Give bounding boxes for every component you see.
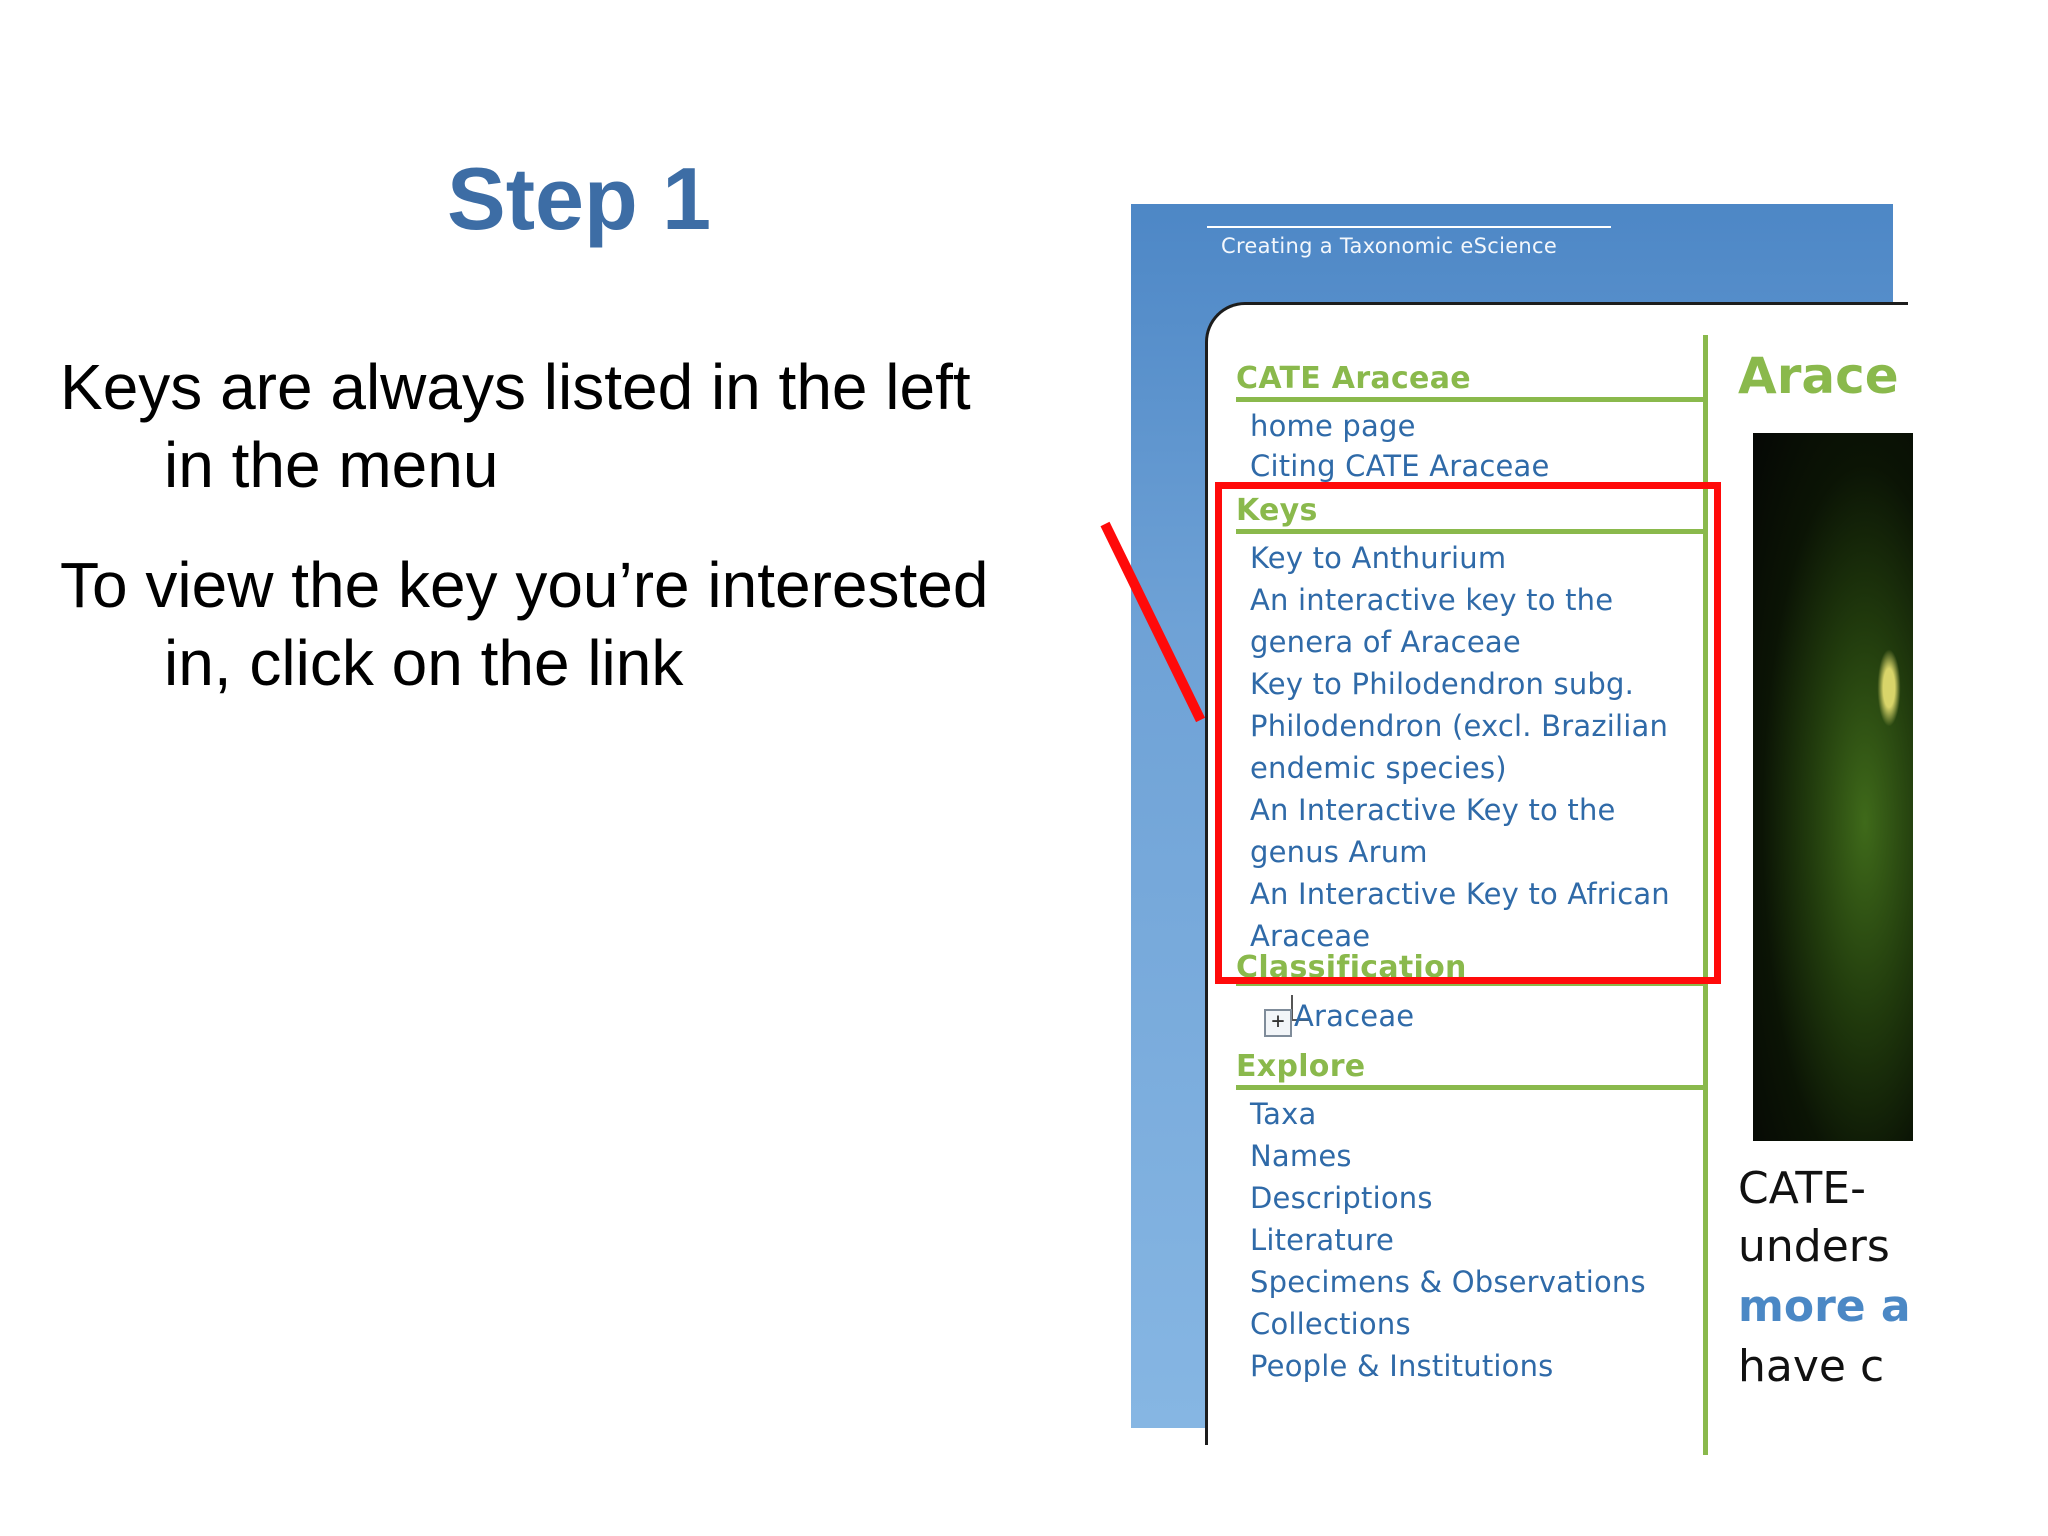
menu-link-people[interactable]: People & Institutions — [1250, 1349, 1554, 1383]
menu-link-key-arum-line2[interactable]: genus Arum — [1250, 835, 1428, 869]
menu-link-taxa[interactable]: Taxa — [1250, 1097, 1317, 1131]
bullet-click-link — [60, 546, 1100, 702]
content-text-line-2: unders — [1738, 1221, 1890, 1272]
tree-expand-icon[interactable]: + — [1264, 1009, 1292, 1037]
content-text-line-3: have c — [1738, 1341, 1885, 1392]
bullet-1-line-1: Keys are always listed in the left — [60, 351, 971, 423]
menu-link-literature[interactable]: Literature — [1250, 1223, 1394, 1257]
menu-heading-classification: Classification — [1236, 950, 1708, 986]
menu-heading-cate: CATE Araceae — [1236, 361, 1708, 402]
menu-link-collections[interactable]: Collections — [1250, 1307, 1411, 1341]
menu-link-specimens[interactable]: Specimens & Observations — [1250, 1265, 1646, 1299]
menu-link-key-philodendron-line2[interactable]: Philodendron (excl. Brazilian — [1250, 709, 1669, 743]
content-more-link[interactable]: more a — [1738, 1281, 1911, 1332]
menu-link-citing[interactable]: Citing CATE Araceae — [1250, 449, 1550, 483]
keys-highlight-box — [1215, 482, 1721, 984]
menu-link-names[interactable]: Names — [1250, 1139, 1352, 1173]
bullet-2-line-1: To view the key you’re interested — [60, 549, 989, 621]
menu-heading-keys: Keys — [1236, 493, 1708, 534]
bullet-2-line-2: in, click on the link — [164, 627, 684, 699]
menu-link-key-african-line2[interactable]: Araceae — [1250, 919, 1371, 953]
site-banner: Creating a Taxonomic eScience — [1207, 226, 1611, 258]
menu-link-key-african-line1[interactable]: An Interactive Key to African — [1250, 877, 1670, 911]
menu-heading-explore: Explore — [1236, 1049, 1708, 1090]
menu-link-key-genera-line1[interactable]: An interactive key to the — [1250, 583, 1614, 617]
menu-link-key-anthurium[interactable]: Key to Anthurium — [1250, 541, 1507, 575]
menu-link-key-genera-line2[interactable]: genera of Araceae — [1250, 625, 1521, 659]
menu-link-descriptions[interactable]: Descriptions — [1250, 1181, 1433, 1215]
content-title: Arace — [1738, 347, 1899, 405]
menu-link-araceae[interactable]: Araceae — [1294, 999, 1415, 1033]
content-text-line-1: CATE- — [1738, 1163, 1866, 1214]
bullet-1-line-2: in the menu — [164, 429, 499, 501]
menu-link-key-arum-line1[interactable]: An Interactive Key to the — [1250, 793, 1616, 827]
menu-link-home[interactable]: home page — [1250, 409, 1416, 443]
menu-link-key-philodendron-line3[interactable]: endemic species) — [1250, 751, 1507, 785]
slide-title: Step 1 — [447, 149, 712, 248]
menu-link-key-philodendron-line1[interactable]: Key to Philodendron subg. — [1250, 667, 1635, 701]
plant-photo — [1753, 433, 1913, 1141]
bullet-keys-listed — [60, 348, 1100, 504]
